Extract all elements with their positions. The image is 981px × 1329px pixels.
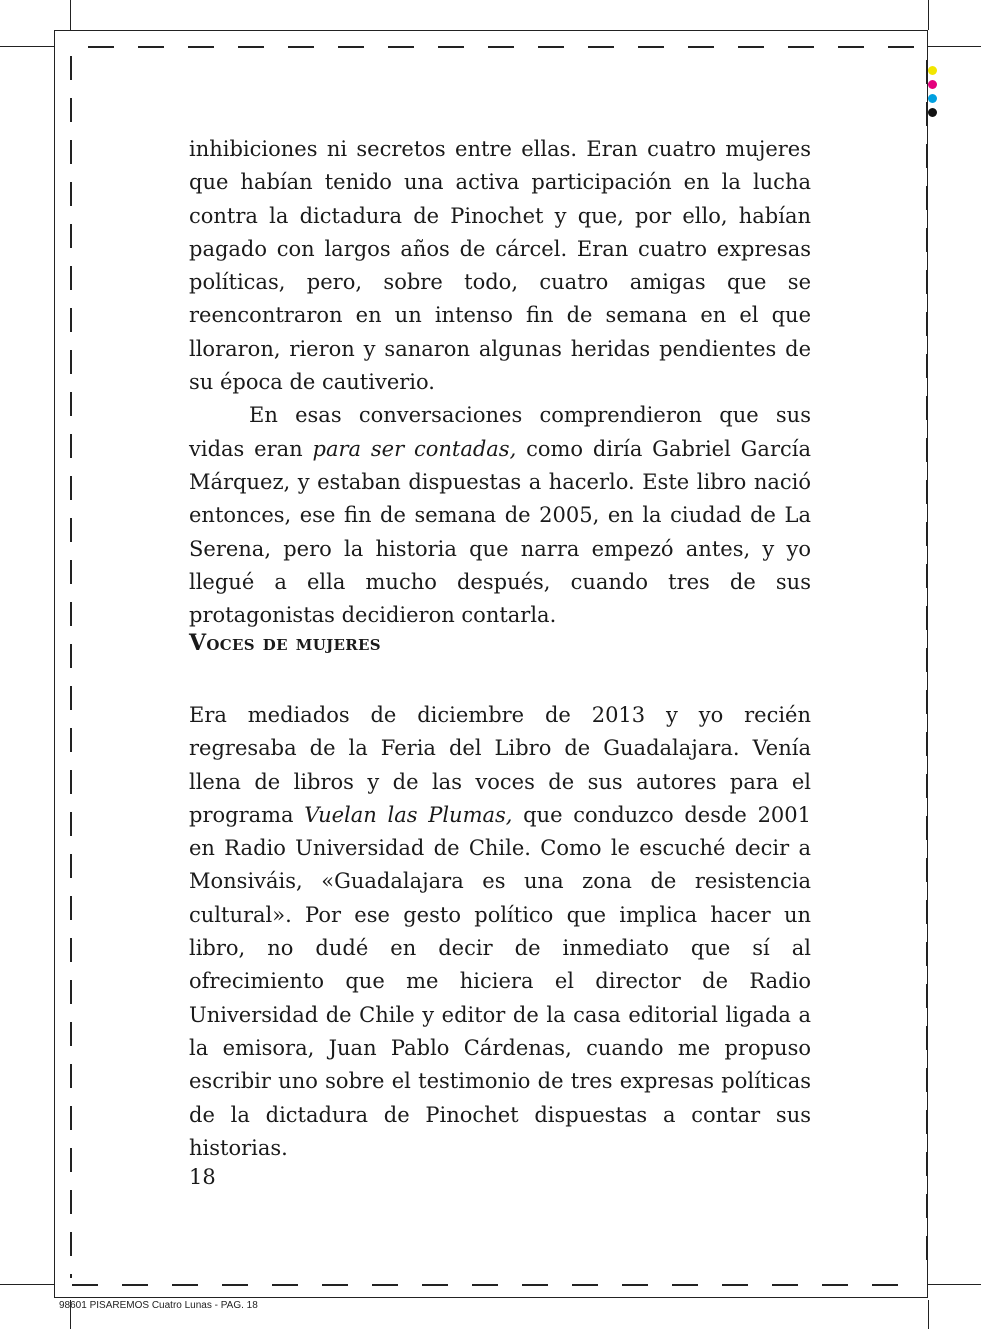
crop-mark-right-bottom-horizontal [928,1284,981,1285]
paragraph-3: Era mediados de diciembre de 2013 y yo recién regresaba de la Feria del Libro de Guadalajara. Venía llena de libros y de las voces de sus autores para el programa Vuelan las Plumas, que conduzco desde 2001 en Radio Universidad de Chile. Como le escuché decir a Monsiváis, «Guadalajara es una zona de resistencia cultural». Por ese gesto político que implica hacer un libro, no dudé en decir de inmediato que sí al ofrecimiento que me hiciera el director de Radio Universidad de Chile y editor de la casa editorial ligada a la emisora, Juan Pablo Cárdenas, cuando me propuso escribir uno sobre el testimonio de tres expresas políticas de la dictadura de Pinochet dispuestas a contar sus historias. [189,703,812,1160]
dashed-guide-bottom [72,1284,922,1286]
crop-mark-bottom-right-vertical [928,1300,929,1329]
registration-magenta-dot [928,80,937,89]
dashed-guide-top [88,46,920,48]
crop-mark-top-left-vertical [70,0,71,30]
section-heading: Voces de mujeres [189,630,381,656]
text-block-top [189,133,811,632]
registration-yellow-dot [928,66,937,75]
crop-mark-top-right-vertical [928,0,929,30]
dashed-guide-right [926,60,928,1278]
crop-mark-left-bottom-horizontal [0,1284,54,1285]
page-number: 18 [189,1165,216,1189]
paragraph-1: inhibiciones ni secretos entre ellas. Eran cuatro mujeres que habían tenido una activa participación en la lucha contra la dictadura de Pinochet y que, por ello, habían pagado con largos años de cárcel. Eran cuatro expresas políticas, pero, sobre todo, cuatro amigas que se reencontraron en un intenso fin de semana en el que lloraron, rieron y sanaron algunas heridas pendientes de su época de cautiverio. [189,137,811,395]
text-block-bottom [189,699,811,1165]
paragraph-2: En esas conversaciones comprendieron que sus vidas eran para ser contadas, como diría Gabriel García Márquez, y estaban dispuestas a hacerlo. Este libro nació entonces, ese fin de semana de 2005, en la ciudad de La Serena, pero la historia que narra empezó antes, y yo llegué a ella mucho después, cuando tres de sus protagonistas decidieron contarla. [189,403,811,628]
registration-cyan-dot [928,94,937,103]
crop-mark-left-top-horizontal [0,46,54,47]
print-footer: 98601 PISAREMOS Cuatro Lunas - PAG. 18 [59,1300,258,1311]
registration-black-dot [928,108,937,117]
dashed-guide-left [70,56,72,1278]
crop-mark-right-top-horizontal [928,46,981,47]
